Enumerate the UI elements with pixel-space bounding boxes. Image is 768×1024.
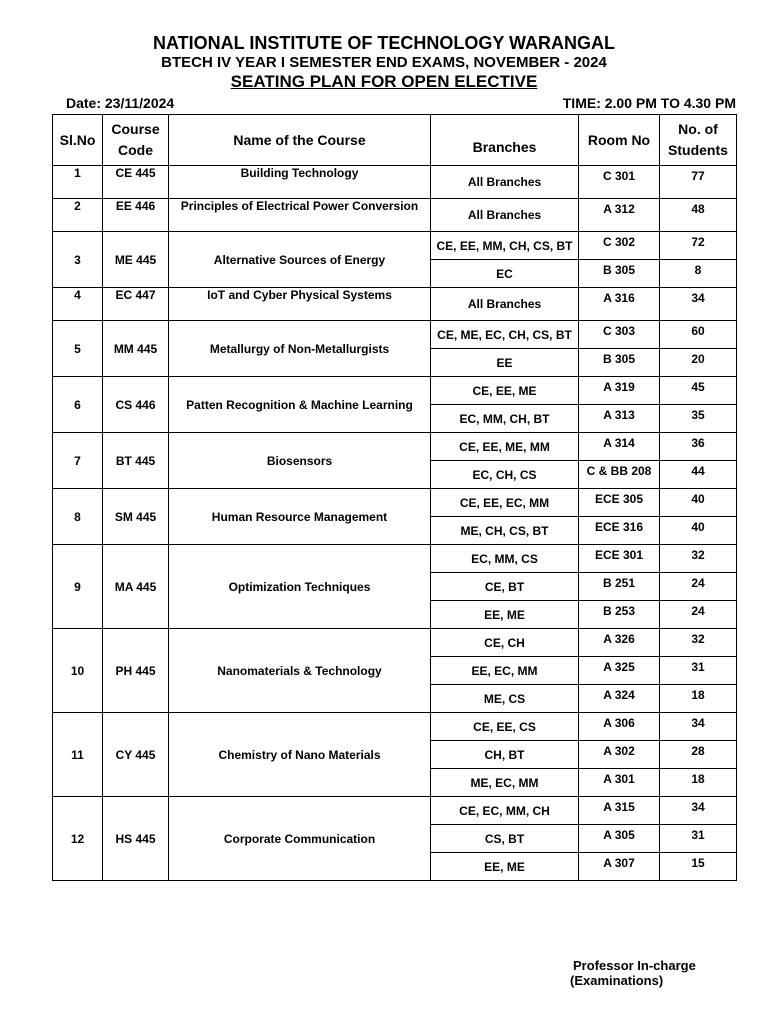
cell-slno: 6	[53, 377, 103, 433]
cell-branches: All Branches	[431, 288, 579, 321]
cell-branches: CH, BT	[431, 741, 579, 769]
cell-course-code: ME 445	[103, 232, 169, 288]
cell-branches: CE, EE, EC, MM	[431, 489, 579, 517]
cell-branches: CE, EE, CS	[431, 713, 579, 741]
cell-course-name: Principles of Electrical Power Conversion	[169, 199, 431, 232]
cell-slno: 7	[53, 433, 103, 489]
cell-slno: 4	[53, 288, 103, 321]
cell-no-of-students: 34	[660, 797, 737, 825]
cell-course-name: Biosensors	[169, 433, 431, 489]
cell-branches: CE, CH	[431, 629, 579, 657]
cell-room-no: A 315	[579, 797, 660, 825]
cell-no-of-students: 32	[660, 545, 737, 573]
cell-course-code: MM 445	[103, 321, 169, 377]
cell-room-no: B 253	[579, 601, 660, 629]
cell-course-name: Corporate Communication	[169, 797, 431, 881]
cell-course-code: CS 446	[103, 377, 169, 433]
cell-slno: 11	[53, 713, 103, 797]
cell-no-of-students: 18	[660, 685, 737, 713]
cell-no-of-students: 28	[660, 741, 737, 769]
cell-branches: EC	[431, 260, 579, 288]
cell-branches: ME, CS	[431, 685, 579, 713]
cell-branches: ME, CH, CS, BT	[431, 517, 579, 545]
cell-room-no: A 314	[579, 433, 660, 461]
cell-branches: EE, ME	[431, 601, 579, 629]
cell-room-no: B 305	[579, 260, 660, 288]
cell-slno: 10	[53, 629, 103, 713]
cell-room-no: A 301	[579, 769, 660, 797]
cell-course-code: CE 445	[103, 166, 169, 199]
cell-course-code: BT 445	[103, 433, 169, 489]
cell-no-of-students: 8	[660, 260, 737, 288]
seating-plan-table	[52, 114, 737, 881]
cell-no-of-students: 72	[660, 232, 737, 260]
cell-slno: 12	[53, 797, 103, 881]
exam-date: Date: 23/11/2024	[66, 95, 175, 111]
cell-branches: EC, MM, CH, BT	[431, 405, 579, 433]
header-no-of-students: No. of Students	[660, 115, 737, 166]
cell-room-no: C 303	[579, 321, 660, 349]
cell-no-of-students: 77	[660, 166, 737, 199]
cell-no-of-students: 31	[660, 657, 737, 685]
cell-branches: EE, ME	[431, 853, 579, 881]
cell-no-of-students: 31	[660, 825, 737, 853]
cell-course-name: Patten Recognition & Machine Learning	[169, 377, 431, 433]
cell-slno: 9	[53, 545, 103, 629]
cell-room-no: A 302	[579, 741, 660, 769]
institute-name: NATIONAL INSTITUTE OF TECHNOLOGY WARANGAL	[153, 33, 615, 53]
cell-branches: CE, EC, MM, CH	[431, 797, 579, 825]
cell-no-of-students: 60	[660, 321, 737, 349]
cell-course-name: Nanomaterials & Technology	[169, 629, 431, 713]
header-course-code: Course Code	[103, 115, 169, 166]
signatory-title: Professor In-charge	[573, 958, 696, 973]
cell-room-no: ECE 305	[579, 489, 660, 517]
cell-slno: 8	[53, 489, 103, 545]
cell-room-no: C 301	[579, 166, 660, 199]
cell-course-code: MA 445	[103, 545, 169, 629]
table-row	[53, 377, 737, 405]
table-row	[53, 489, 737, 517]
cell-no-of-students: 34	[660, 288, 737, 321]
cell-branches: EE	[431, 349, 579, 377]
table-row	[53, 288, 737, 321]
cell-course-code: HS 445	[103, 797, 169, 881]
cell-slno: 1	[53, 166, 103, 199]
signatory-block	[570, 958, 696, 988]
cell-course-code: CY 445	[103, 713, 169, 797]
table-row	[53, 713, 737, 741]
cell-room-no: C 302	[579, 232, 660, 260]
cell-branches: CE, EE, ME	[431, 377, 579, 405]
cell-room-no: A 305	[579, 825, 660, 853]
header-course-name: Name of the Course	[169, 115, 431, 166]
cell-branches: EC, MM, CS	[431, 545, 579, 573]
cell-course-name: Alternative Sources of Energy	[169, 232, 431, 288]
cell-branches: All Branches	[431, 166, 579, 199]
table-row	[53, 321, 737, 349]
cell-room-no: B 305	[579, 349, 660, 377]
exam-time: TIME: 2.00 PM TO 4.30 PM	[562, 95, 736, 111]
exam-title: BTECH IV YEAR I SEMESTER END EXAMS, NOVEMBER - 2024	[161, 54, 607, 71]
cell-branches: CE, EE, MM, CH, CS, BT	[431, 232, 579, 260]
cell-room-no: A 325	[579, 657, 660, 685]
cell-course-name: Building Technology	[169, 166, 431, 199]
cell-slno: 3	[53, 232, 103, 288]
cell-course-name: Chemistry of Nano Materials	[169, 713, 431, 797]
table-body	[53, 166, 737, 881]
table-row	[53, 199, 737, 232]
document-header	[0, 32, 768, 92]
cell-room-no: A 307	[579, 853, 660, 881]
cell-no-of-students: 45	[660, 377, 737, 405]
cell-branches: EE, EC, MM	[431, 657, 579, 685]
cell-room-no: A 326	[579, 629, 660, 657]
cell-course-name: Human Resource Management	[169, 489, 431, 545]
table-header-row	[53, 115, 737, 166]
table-row	[53, 166, 737, 199]
header-branches: Branches	[431, 115, 579, 166]
cell-room-no: C & BB 208	[579, 461, 660, 489]
cell-course-code: EE 446	[103, 199, 169, 232]
cell-no-of-students: 35	[660, 405, 737, 433]
table-row	[53, 433, 737, 461]
signatory-department: (Examinations)	[570, 973, 664, 988]
cell-no-of-students: 44	[660, 461, 737, 489]
header-room-no: Room No	[579, 115, 660, 166]
cell-no-of-students: 48	[660, 199, 737, 232]
cell-branches: EC, CH, CS	[431, 461, 579, 489]
cell-no-of-students: 40	[660, 517, 737, 545]
table-row	[53, 629, 737, 657]
cell-branches: CS, BT	[431, 825, 579, 853]
cell-no-of-students: 24	[660, 573, 737, 601]
cell-slno: 2	[53, 199, 103, 232]
cell-course-name: Optimization Techniques	[169, 545, 431, 629]
cell-no-of-students: 32	[660, 629, 737, 657]
cell-branches: All Branches	[431, 199, 579, 232]
seating-plan-title: SEATING PLAN FOR OPEN ELECTIVE	[230, 72, 538, 91]
header-slno: Sl.No	[53, 115, 103, 166]
table-row	[53, 232, 737, 260]
cell-room-no: A 324	[579, 685, 660, 713]
cell-room-no: A 313	[579, 405, 660, 433]
cell-room-no: B 251	[579, 573, 660, 601]
cell-branches: CE, ME, EC, CH, CS, BT	[431, 321, 579, 349]
cell-course-code: EC 447	[103, 288, 169, 321]
cell-room-no: ECE 301	[579, 545, 660, 573]
cell-room-no: A 306	[579, 713, 660, 741]
cell-slno: 5	[53, 321, 103, 377]
cell-no-of-students: 36	[660, 433, 737, 461]
cell-branches: CE, EE, ME, MM	[431, 433, 579, 461]
cell-room-no: A 319	[579, 377, 660, 405]
table-row	[53, 797, 737, 825]
cell-branches: CE, BT	[431, 573, 579, 601]
cell-no-of-students: 15	[660, 853, 737, 881]
cell-course-code: SM 445	[103, 489, 169, 545]
cell-no-of-students: 24	[660, 601, 737, 629]
cell-branches: ME, EC, MM	[431, 769, 579, 797]
cell-room-no: A 316	[579, 288, 660, 321]
cell-no-of-students: 34	[660, 713, 737, 741]
cell-course-code: PH 445	[103, 629, 169, 713]
cell-room-no: ECE 316	[579, 517, 660, 545]
cell-no-of-students: 20	[660, 349, 737, 377]
cell-no-of-students: 40	[660, 489, 737, 517]
cell-course-name: Metallurgy of Non-Metallurgists	[169, 321, 431, 377]
cell-room-no: A 312	[579, 199, 660, 232]
table-row	[53, 545, 737, 573]
cell-course-name: IoT and Cyber Physical Systems	[169, 288, 431, 321]
cell-no-of-students: 18	[660, 769, 737, 797]
